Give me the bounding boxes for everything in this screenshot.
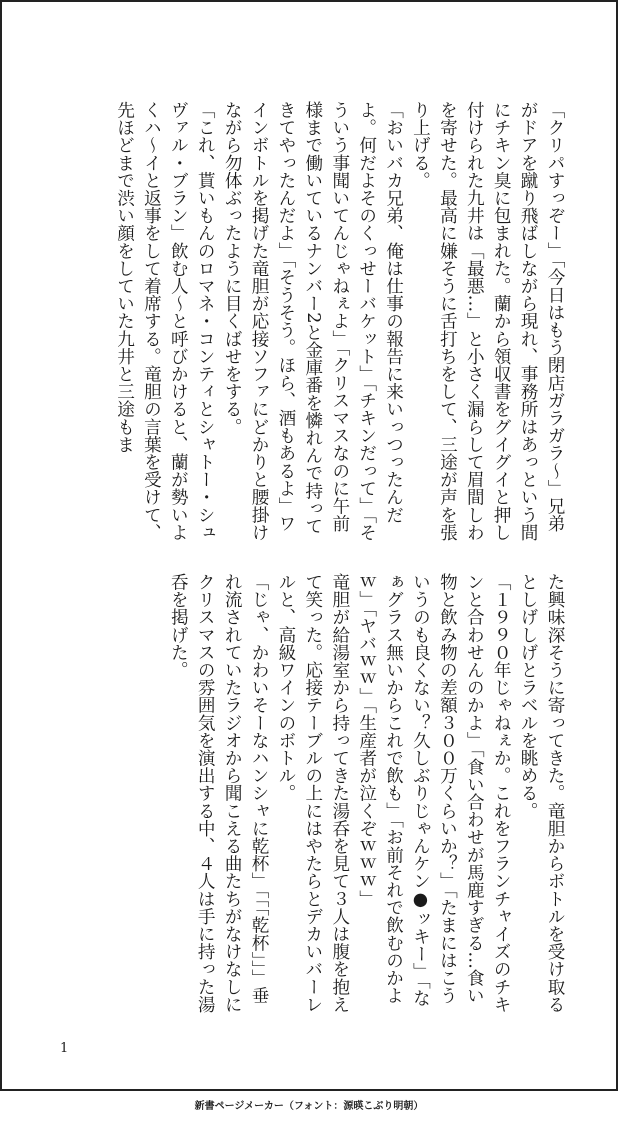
paragraph: 「じゃ、かわいそーなハンシャに乾杯」「「「乾杯」」」垂れ流されていたラジオから聞こえる曲たちがなけなしにクリスマスの雰囲気を演出する中、４人は手に持った湯呑を掲げた。 bbox=[168, 573, 270, 1013]
paragraph: 「クリパすっぞー」「今日はもう閉店ガラガラ～」兄弟がドアを蹴り飛ばしながら現れ、事務所はあっという間にチキン臭に包まれた。蘭から領収書をグイグイと押し付けられた九井は「最悪…」と小さく漏らして眉間しわを寄せた。最高に嫌そうに舌打ちをして、三途が声を張り上げる。 bbox=[410, 101, 565, 541]
paragraph: 竜胆が給湯室から持ってきた湯呑を見て３人は腹を抱えて笑った。応接テーブルの上にはやたらとデカいバーレルと、高級ワインのボトル。 bbox=[275, 573, 350, 1013]
lower-text-block bbox=[56, 573, 568, 1017]
footer-caption: 新書ページメーカー（フォント：源暎こぶり明朝） bbox=[194, 1101, 424, 1112]
paragraph: 「おいバカ兄弟、俺は仕事の報告に来いっつったんだよ。何だよそのくっせーバケット」「チキンだって」「そういう事聞いてんじゃねぇよ」「クリスマスなのに午前様まで働いているナンバー2と金庫番を憐れんで持ってきてやったんだよ」「そうそう。ほら、酒もあるよ」ワインボトルを掲げた竜胆が応接ソファにどかりと腰掛けながら勿体ぶったように目くばせをする。 bbox=[222, 101, 404, 541]
paragraph: 「１９９０年じゃねぇか。これをフランチャイズのチキンと合わせんのかよ」「食い合わせが馬鹿すぎる…食い物と飲み物の差額３００万くらいか？」「たまにはこういうのも良くない？久しぶりじゃんケン●ッキー」「なぁグラス無いからこれで飲も」「お前それで飲むのかよｗ」「ヤバｗｗ」「生産者が泣くぞｗｗｗ」 bbox=[356, 573, 512, 1013]
upper-text-block bbox=[56, 101, 568, 545]
page-number: 1 bbox=[60, 1041, 69, 1056]
paragraph: 「これ、貰いもんのロマネ・コンティとシャトー・シュヴァル・ブラン」飲む人～と呼びかけると、蘭が勢いよくハ～イと返事をして着席する。竜胆の言葉を受けて、先ほどまで渋い顔をしていた九井と三途もま bbox=[114, 101, 216, 541]
paragraph: た興味深そうに寄ってきた。竜胆からボトルを受け取るとしげしげとラベルを眺める。 bbox=[518, 573, 565, 1013]
